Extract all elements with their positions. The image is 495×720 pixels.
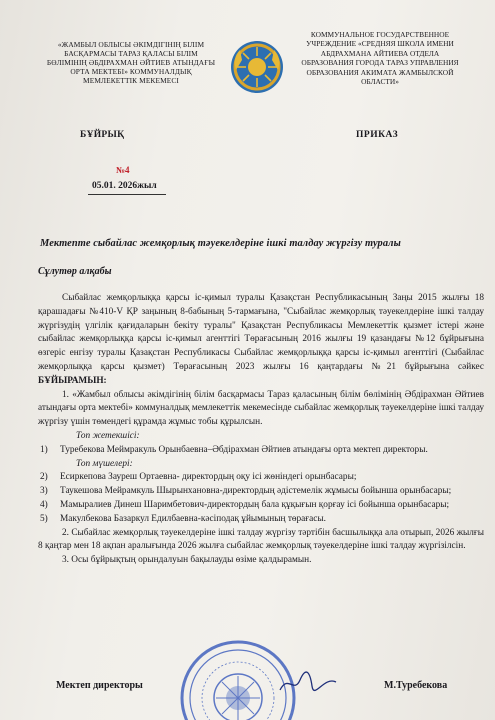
list-number: 3) xyxy=(40,486,48,497)
members-label: Топ мүшелері: xyxy=(76,458,133,469)
item-3: 3. Осы бұйрықтың орындалуын бақылауды өзіме қалдырамын. xyxy=(62,555,312,566)
state-emblem-icon xyxy=(230,40,284,94)
member-entry xyxy=(38,485,484,499)
doc-type-kazakh: БҰЙРЫҚ xyxy=(80,130,125,140)
group-head-label: Топ жетекшісі: xyxy=(76,430,140,441)
preamble-paragraph xyxy=(38,292,484,389)
list-text: Таукешова Мейрамкуль Шырынхановна-директордың әдістемелік жұмысы бойынша орынбасары; xyxy=(60,486,452,497)
list-number: 2) xyxy=(40,472,48,483)
preamble-text: Сыбайлас жемқорлыққа қарсы іс-қимыл туралы Қазақстан Республикасының Заңы 2015 жылғы 18 қарашадағы №410-V ҚР заңының 8-бабының 5-тармағына, "Сыбайлас жемқорлық тәуекелдеріне ішкі талдау жүргізудің үлгілік қағидаларын бекіту туралы" Қазақстан Республикасы Мемлекеттік қызмет істері және сыбайлас жемқорлыққа қарсы іс-қимыл агенттігі Төрағасының 2016 жылғы 19 қазандағы №12 бұйрығына өзгеріс енгізу туралы Қазақстан Республикасы Сыбайлас жемқорлыққа қарсы іс-қимыл агенттігі (Сыбайлас жемқорлыққа қарсы қызмет) Төрағасының 2023 жылғы 16 қаңтардағы №21 бұйрығына сәйкес xyxy=(38,293,484,372)
signer-title: Мектеп директоры xyxy=(56,680,143,691)
doc-date: 05.01. 2026жыл xyxy=(92,181,157,191)
signature-icon xyxy=(278,668,338,698)
list-number: 5) xyxy=(40,513,48,524)
list-number: 4) xyxy=(40,499,48,510)
header-org-kazakh: «ЖАМБЫЛ ОБЛЫСЫ ӘКІМДІГІНІҢ БІЛІМ БАСҚАРМАСЫ ТАРАЗ ҚАЛАСЫ БІЛІМ БӨЛІМІНІҢ ӘБДІРАХМАН ӘЙТИЕВ АТЫНДАҒЫ ОРТА МЕКТЕБІ» КОММУНАЛДЫҚ МЕМЛЕКЕТТІК МЕКЕМЕСІ xyxy=(46,40,216,85)
header-org-russian: КОММУНАЛЬНОЕ ГОСУДАРСТВЕННОЕ УЧРЕЖДЕНИЕ «СРЕДНЯЯ ШКОЛА ИМЕНИ АБДРАХМАНА АЙТИЕВА ОТДЕЛА ОБРАЗОВАНИЯ ГОРОДА ТАРАЗ УПРАВЛЕНИЯ ОБРАЗОВАНИЯ АКИМАТА ЖАМБЫЛСКОЙ ОБЛАСТИ» xyxy=(301,30,459,87)
member-entry xyxy=(38,513,484,527)
list-text: Есиркепова Зауреш Ортаевна- директордың оқу ісі жөніндегі орынбасары; xyxy=(60,472,357,483)
order-word: БҰЙЫРАМЫН: xyxy=(38,375,107,386)
item-2: 2. Сыбайлас жемқорлық тәуекелдеріне ішкі талдау жүргізу тәртібін басшылыққа ала отырып, 2026 жылғы 8 қаңтар мен 18 ақпан аралығында 2026 жылға сыбайлас жемқорлық тәуекелдеріне ішкі талдау жүргізілсін. xyxy=(38,527,484,552)
doc-type-russian: ПРИКАЗ xyxy=(356,130,399,140)
recipient-line: Сұлутөр алқабы xyxy=(38,266,112,277)
group-head-entry xyxy=(38,444,484,458)
member-entry xyxy=(38,471,484,485)
list-text: Мамыралиев Динеш Шаримбетович-директордың бала құқығын қорғау ісі бойынша орынбасары; xyxy=(60,499,450,510)
doc-number: №4 xyxy=(116,165,130,175)
list-number: 1) xyxy=(40,444,48,455)
date-underline xyxy=(88,194,166,195)
list-text: Макулбекова Базаркул Едилбаевна-кәсіподақ ұйымының төрағасы. xyxy=(60,513,326,524)
member-entry xyxy=(38,499,484,513)
document-body xyxy=(38,292,484,568)
list-text: Туребекова Меймракуль Орынбаевна–Әбдірахман Әйтиев атындағы орта мектеп директоры. xyxy=(60,444,428,455)
doc-title: Мектепте сыбайлас жемқорлық тәуекелдеріне ішкі талдау жүргізу туралы xyxy=(40,238,401,249)
item-1: 1. «Жамбыл облысы әкімдігінің білім басқармасы Тараз қаласының білім бөлімінің Әбдірахман Әйтиев атындағы орта мектебі» коммуналдық мемлекеттік мекемесінде сыбайлас жемқорлық тәуекелдеріне ішкі талдау жүргізу үшін төмендегі құрамда жұмыс тобы құрылсын. xyxy=(38,389,484,428)
signer-name: М.Туребекова xyxy=(384,680,448,691)
